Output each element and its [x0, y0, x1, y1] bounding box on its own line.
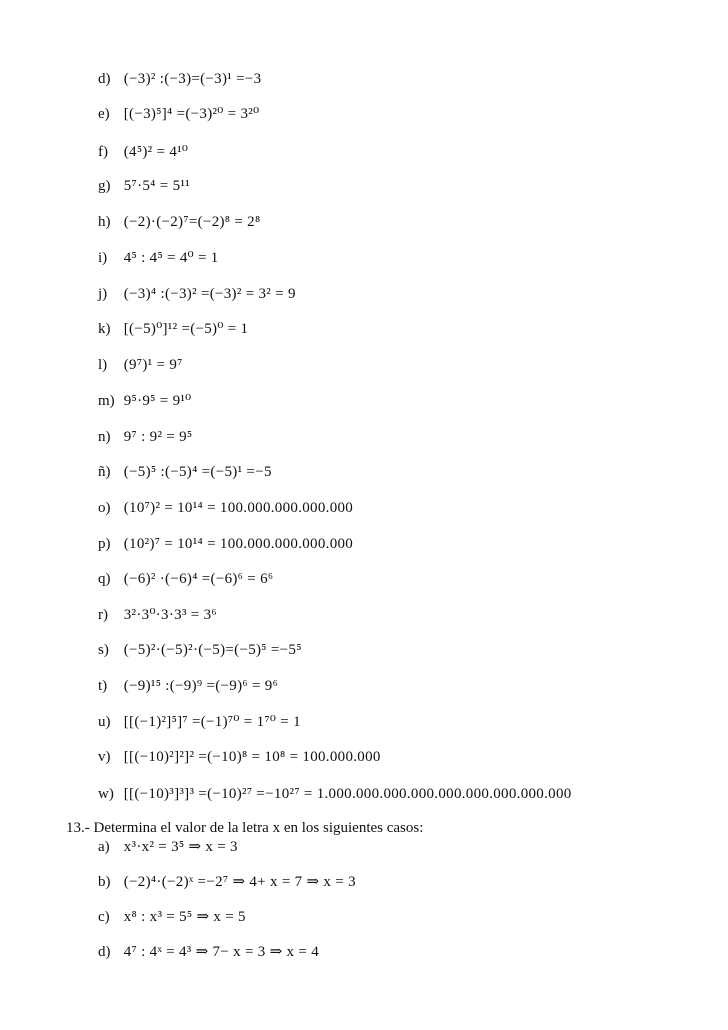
case-row: c) x⁸ : x³ = 5⁵ ⇒ x = 5 — [98, 909, 246, 925]
exercise-row: o) (10⁷)² = 10¹⁴ = 100.000.000.000.000 — [98, 500, 354, 516]
case-row: a) x³·x² = 3⁵ ⇒ x = 3 — [98, 839, 238, 855]
exercise-row: h) (−2)·(−2)⁷=(−2)⁸ = 2⁸ — [98, 214, 261, 230]
exercise-row: m) 9⁵·9⁵ = 9¹⁰ — [98, 393, 192, 409]
exercise-row: k) [(−5)⁰]¹² =(−5)⁰ = 1 — [98, 321, 249, 337]
exercise-row: v) [[(−10)²]²]² =(−10)⁸ = 10⁸ = 100.000.000 — [98, 749, 381, 765]
exercise-row: r) 3²·3⁰·3·3³ = 3⁶ — [98, 607, 217, 623]
section-heading: 13.- Determina el valor de la letra x en los siguientes casos: — [66, 820, 424, 836]
exercise-row: u) [[(−1)²]⁵]⁷ =(−1)⁷⁰ = 1⁷⁰ = 1 — [98, 714, 301, 730]
exercise-row: t) (−9)¹⁵ :(−9)⁹ =(−9)⁶ = 9⁶ — [98, 678, 279, 694]
exercise-row: d) (−3)² :(−3)=(−3)¹ =−3 — [98, 71, 262, 87]
exercise-row: s) (−5)²·(−5)²·(−5)=(−5)⁵ =−5⁵ — [98, 642, 302, 658]
exercise-row: i) 4⁵ : 4⁵ = 4⁰ = 1 — [98, 250, 219, 266]
exercise-row: j) (−3)⁴ :(−3)² =(−3)² = 3² = 9 — [98, 286, 296, 302]
exercise-row: f) (4⁵)² = 4¹⁰ — [98, 144, 189, 160]
exercise-row: q) (−6)² ·(−6)⁴ =(−6)⁶ = 6⁶ — [98, 571, 274, 587]
exercise-row: l) (9⁷)¹ = 9⁷ — [98, 357, 183, 373]
exercise-row: p) (10²)⁷ = 10¹⁴ = 100.000.000.000.000 — [98, 536, 354, 552]
exercise-row: w) [[(−10)³]³]³ =(−10)²⁷ =−10²⁷ = 1.000.000.000.000.000.000.000.000.000 — [98, 786, 572, 802]
case-row: b) (−2)⁴·(−2)ˣ =−2⁷ ⇒ 4+ x = 7 ⇒ x = 3 — [98, 874, 356, 890]
exercise-row: g) 5⁷·5⁴ = 5¹¹ — [98, 178, 190, 194]
exercise-row: e) [(−3)⁵]⁴ =(−3)²⁰ = 3²⁰ — [98, 106, 260, 122]
exercise-row: ñ) (−5)⁵ :(−5)⁴ =(−5)¹ =−5 — [98, 464, 272, 480]
exercise-row: n) 9⁷ : 9² = 9⁵ — [98, 429, 193, 445]
case-row: d) 4⁷ : 4ˣ = 4³ ⇒ 7− x = 3 ⇒ x = 4 — [98, 944, 320, 960]
